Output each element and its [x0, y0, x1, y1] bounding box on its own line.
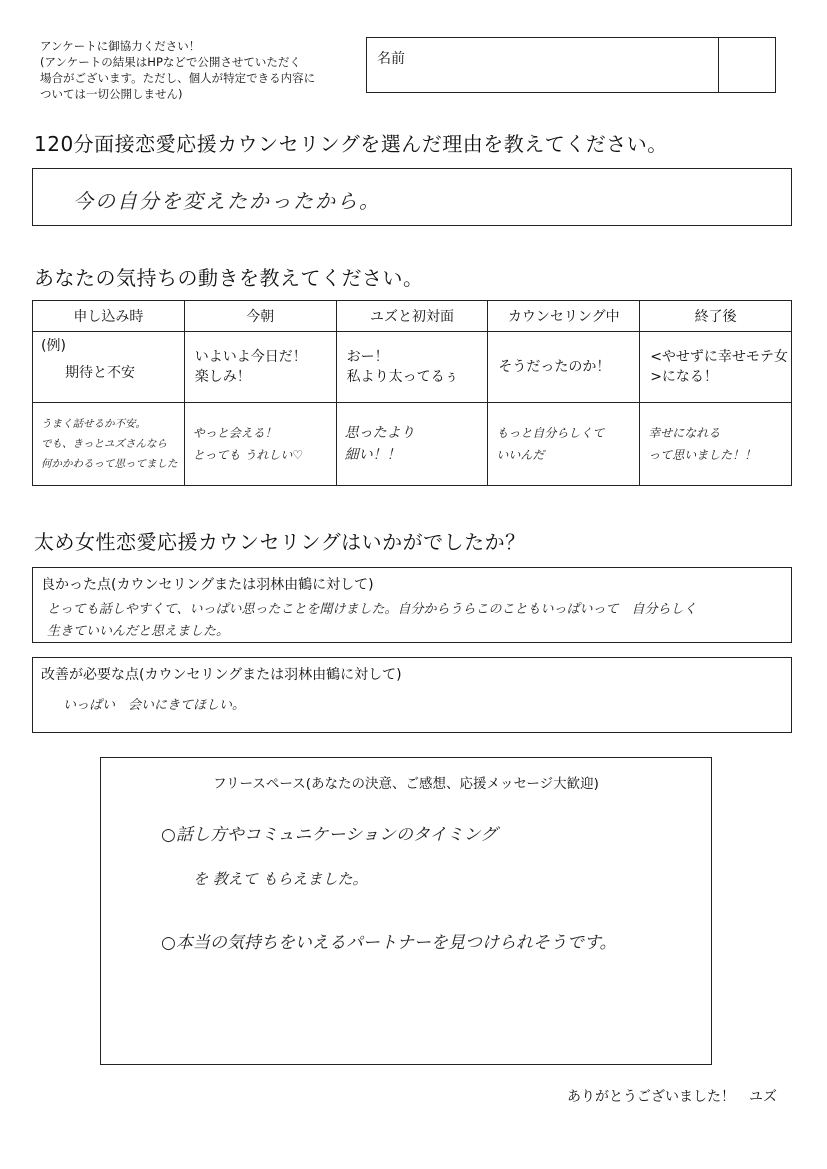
notice-line: ついては一切公開しません) — [40, 87, 183, 101]
feelings-table — [32, 300, 792, 486]
name-field[interactable] — [366, 37, 776, 93]
answer-cell[interactable]: うまく話せるか不安。 でも、きっとユズさんなら 何かかわるって思ってました — [33, 403, 185, 486]
example-cell: そうだったのか！ — [488, 332, 640, 403]
example-cell — [33, 332, 185, 403]
free-space-line: ○話し方やコミュニケーションのタイミング — [161, 825, 498, 845]
q2-heading: あなたの気持ちの動きを教えてください。 — [34, 266, 424, 290]
table-header-row — [33, 301, 792, 332]
q3-heading: 太め女性恋愛応援カウンセリングはいかがでしたか？ — [34, 530, 526, 554]
column-header: カウンセリング中 — [488, 301, 640, 332]
table-row-example — [33, 332, 792, 403]
good-points-line: 生きていいんだと思えました。 — [47, 624, 230, 639]
column-header: 申し込み時 — [33, 301, 185, 332]
free-space-box[interactable] — [100, 757, 712, 1065]
example-cell: <やせずに幸せモテ女>になる！ — [640, 332, 792, 403]
column-header: ユズと初対面 — [336, 301, 488, 332]
example-text: 期待と不安 — [65, 365, 135, 381]
column-header: 終了後 — [640, 301, 792, 332]
answer-cell[interactable]: 幸せになれる って思いました！！ — [640, 403, 792, 486]
answer-cell[interactable]: もっと自分らしくて いいんだ — [488, 403, 640, 486]
name-label: 名前 — [377, 51, 405, 67]
notice-line: アンケートに御協力ください！ — [40, 39, 201, 53]
q1-answer-box[interactable] — [32, 168, 792, 226]
example-cell: おー！ 私より太ってるぅ — [336, 332, 488, 403]
column-header: 今朝 — [184, 301, 336, 332]
thanks-message: ありがとうございました！ ユズ — [567, 1089, 777, 1105]
good-points-label: 良かった点(カウンセリングまたは羽林由鶴に対して) — [41, 577, 374, 593]
notice-line: 場合がございます。ただし、個人が特定できる内容に — [40, 71, 316, 85]
good-points-box[interactable] — [32, 567, 792, 643]
improvement-answer: いっぱい 会いにきてほしい。 — [63, 698, 246, 713]
answer-cell[interactable]: やっと会える！ とっても うれしい♡ — [184, 403, 336, 486]
table-row-answer — [33, 403, 792, 486]
name-box-divider — [718, 38, 719, 92]
example-prefix: (例) — [41, 338, 66, 354]
good-points-line: とっても話しやすくて、いっぱい思ったことを聞けました。自分からうらこのこともいっぱいって 自分らしく — [47, 602, 697, 617]
free-space-line: ○本当の気持ちをいえるパートナーを見つけられそうです。 — [161, 933, 617, 953]
answer-cell[interactable]: 思ったより 細い！！ — [336, 403, 488, 486]
improvement-box[interactable] — [32, 657, 792, 733]
notice-line: (アンケートの結果はHPなどで公開させていただく — [40, 55, 301, 69]
survey-notice — [40, 38, 360, 102]
free-space-label: フリースペース(あなたの決意、ご感想、応援メッセージ大歓迎) — [213, 776, 599, 792]
improvement-label: 改善が必要な点(カウンセリングまたは羽林由鶴に対して) — [41, 667, 402, 683]
q1-heading: 120分面接恋愛応援カウンセリングを選んだ理由を教えてください。 — [34, 132, 668, 156]
q1-answer: 今の自分を変えたかったから。 — [73, 189, 381, 213]
example-cell: いよいよ今日だ！ 楽しみ！ — [184, 332, 336, 403]
free-space-line: を 教えて もらえました。 — [193, 870, 368, 888]
